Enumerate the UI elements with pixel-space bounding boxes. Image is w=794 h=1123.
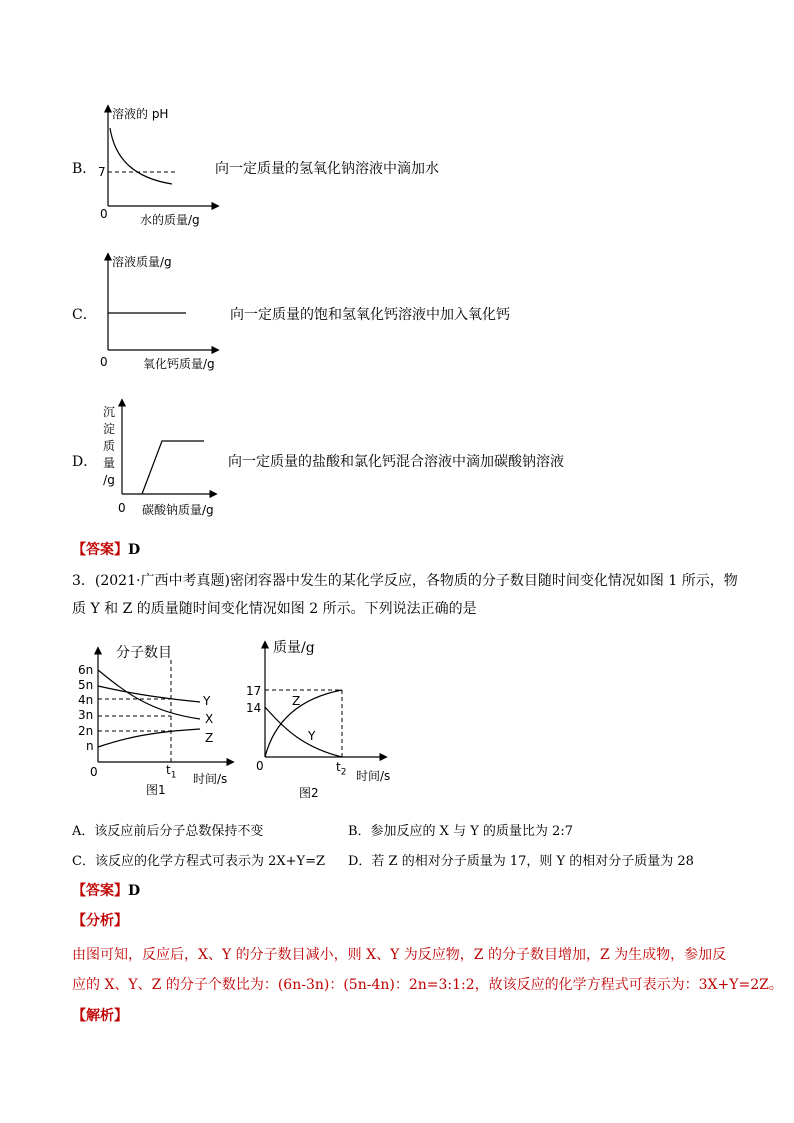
choice-d: D．若 Z 的相对分子质量为 17，则 Y 的相对分子质量为 28	[348, 854, 694, 869]
option-b-y-label: 溶液的 pH	[112, 107, 169, 121]
option-b-description: 向一定质量的氢氧化钠溶液中滴加水	[215, 161, 439, 177]
solution-heading: 【解析】	[72, 1008, 128, 1024]
figure-2-curve-y	[265, 707, 342, 757]
figure-1-y-tick-4n: 4n	[78, 693, 94, 707]
option-b-origin: 0	[100, 207, 108, 221]
option-c-y-label: 溶液质量/g	[112, 255, 172, 269]
option-c-x-label: 氧化钙质量/g	[143, 357, 215, 371]
figure-2-x-label: 时间/s	[356, 769, 391, 783]
option-d-x-label: 碳酸钠质量/g	[142, 503, 214, 517]
option-c-letter: C．	[72, 307, 97, 323]
figure-2-curve-z	[265, 690, 342, 757]
option-b-x-label: 水的质量/g	[140, 213, 200, 227]
answer-2: 【答案】D	[72, 883, 141, 899]
figure-2-y-tick-14: 14	[246, 701, 262, 715]
figure-1-x-tick-t1: $t_1$	[166, 763, 177, 781]
choice-b: B．参加反应的 X 与 Y 的质量比为 2:7	[348, 824, 573, 839]
option-b-letter: B．	[72, 161, 97, 177]
figure-1-y-tick-5n: 5n	[78, 678, 94, 692]
analysis-heading: 【分析】	[72, 913, 128, 929]
option-b-y-tick-7: 7	[98, 165, 106, 179]
figure-1-caption: 图1	[146, 783, 166, 797]
answer-1: 【答案】D	[72, 542, 141, 558]
option-c-description: 向一定质量的饱和氢氧化钙溶液中加入氧化钙	[230, 307, 510, 323]
figure-2-y-tick-17: 17	[246, 684, 262, 698]
figure-1-x-label: 时间/s	[193, 772, 228, 786]
figure-1-series-label-y: Y	[203, 694, 211, 708]
figure-2-caption: 图2	[299, 786, 319, 800]
question-3-line-1: 3．(2021·广西中考真题)密闭容器中发生的某化学反应，各物质的分子数目随时间变化情况如图 1 所示，物	[72, 573, 738, 589]
figure-1-y-tick-2n: 2n	[78, 724, 94, 738]
analysis-line-1: 由图可知，反应后，X、Y 的分子数目减小，则 X、Y 为反应物，Z 的分子数目增加，Z 为生成物，参加反	[72, 947, 727, 963]
option-d-description: 向一定质量的盐酸和氯化钙混合溶液中滴加碳酸钠溶液	[228, 454, 564, 470]
choice-a: A．该反应前后分子总数保持不变	[72, 824, 264, 839]
figure-2-x-tick-t2: $t_2$	[336, 760, 347, 778]
figure-1-y-label: 分子数目	[116, 645, 172, 661]
figure-1-origin: 0	[90, 765, 98, 779]
question-3-line-2: 质 Y 和 Z 的质量随时间变化情况如图 2 所示。下列说法正确的是	[72, 601, 477, 617]
figure-1-y-tick-6n: 6n	[78, 663, 94, 677]
figure-1-series-label-x: X	[205, 712, 214, 726]
figure-1-y-tick-3n: 3n	[78, 708, 94, 722]
figure-2-series-label-y: Y	[308, 729, 316, 743]
figure-1-y-tick-n: n	[86, 739, 94, 753]
option-d-origin: 0	[118, 501, 126, 515]
figure-2-series-label-z: Z	[292, 694, 301, 708]
analysis-line-2: 应的 X、Y、Z 的分子个数比为：(6n-3n)：(5n-4n)：2n=3:1:2，故该反应的化学方程式可表示为：3X+Y=2Z。	[72, 977, 783, 993]
option-d-letter: D．	[72, 454, 98, 470]
figure-1-series-label-z: Z	[205, 731, 214, 745]
option-d-y-label: 沉 淀 质 量 /g	[102, 405, 115, 487]
figure-2-origin: 0	[256, 759, 264, 773]
figure-2-y-label: 质量/g	[273, 640, 315, 656]
choice-c: C．该反应的化学方程式可表示为 2X+Y=Z	[72, 854, 326, 869]
option-c-origin: 0	[100, 355, 108, 369]
